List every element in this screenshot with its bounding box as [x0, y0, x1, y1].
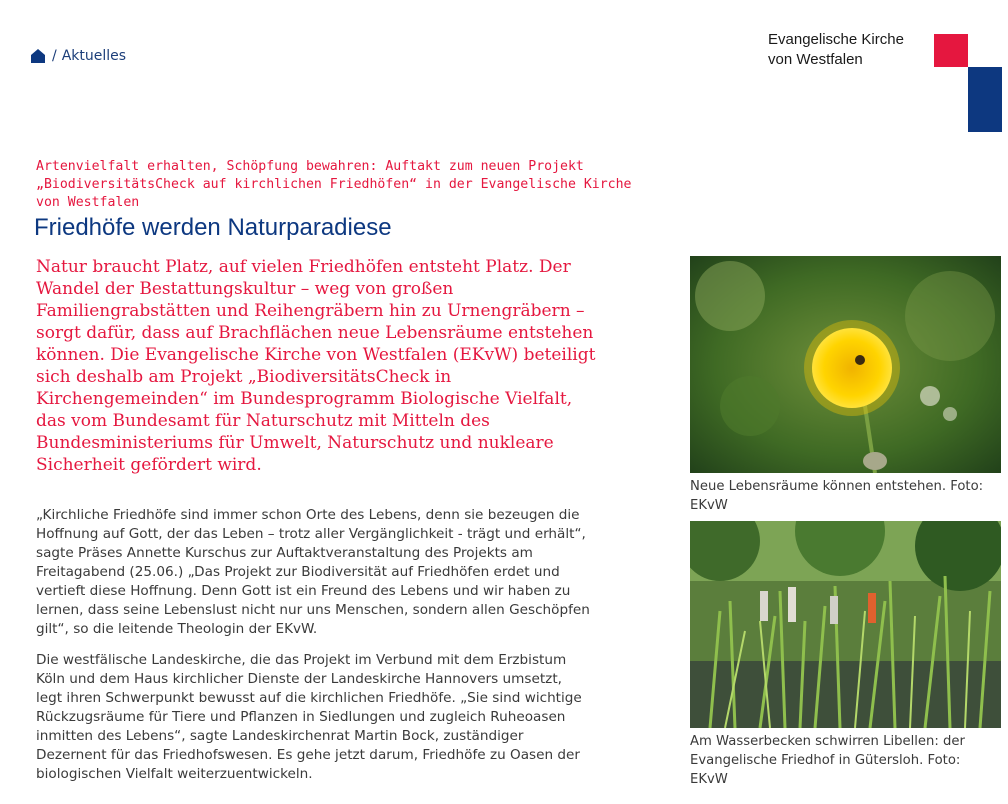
home-icon[interactable]	[30, 48, 46, 64]
figure-caption: Neue Lebensräume können entstehen. Foto: EKvW	[690, 479, 984, 513]
logo-blue-bar	[968, 67, 1002, 132]
ekvw-logo[interactable]	[768, 30, 1008, 140]
logo-line-1: Evangelische Kirche	[768, 31, 904, 48]
article-lead: Natur braucht Platz, auf vielen Friedhöfen entsteht Platz. Der Wandel der Bestattungskultur – weg von großen Familiengrabstätten und Reihengräbern hin zu Urnengräbern – sorgt dafür, dass auf Brachflächen neue Lebensräume entstehen können. Die Evangelische Kirche von Westfalen (EKvW) beteiligt sich deshalb am Projekt „BiodiversitätsCheck in Kirchengemeinden“ im Bundesprogramm Biologische Vielfalt, das vom Bundesamt für Naturschutz mit Mitteln des Bundesministeriums für Umwelt, Naturschutz und nukleare Sicherheit gefördert wird.	[36, 257, 596, 475]
figure-caption: Am Wasserbecken schwirren Libellen: der Evangelische Friedhof in Gütersloh. Foto: EKvW	[690, 734, 965, 787]
article-headline: Friedhöfe werden Naturparadiese	[34, 214, 392, 241]
breadcrumb-link-aktuelles[interactable]: Aktuelles	[61, 48, 127, 64]
figure-dandelion	[690, 256, 1001, 515]
dandelion-photo[interactable]	[690, 256, 1001, 473]
logo-red-square	[934, 34, 968, 67]
article-paragraph-1: „Kirchliche Friedhöfe sind immer schon Orte des Lebens, denn sie bezeugen die Hoffnung auf Gott, der das Leben – trotz aller Vergänglichkeit - trägt und erhält“, sagte Präses Annette Kurschus zur Auftaktveranstaltung des Projekts am Freitagabend (25.06.) „Das Projekt zur Biodiversität auf Friedhöfen erdet und vertieft diese Hoffnung. Denn Gott ist ein Freund des Lebens und wir haben zu lernen, dass seine Lebenslust nicht nur uns Menschen, sondern allen Geschöpfen gilt“, so die leitende Theologin der EKvW.	[36, 507, 590, 637]
breadcrumb	[30, 48, 126, 64]
breadcrumb-separator: /	[52, 48, 57, 64]
article-kicker: Artenvielfalt erhalten, Schöpfung bewahren: Auftakt zum neuen Projekt „BiodiversitätsCheck auf kirchlichen Friedhöfen“ in der Evangelische Kirche von Westfalen	[36, 159, 632, 210]
article-paragraph-2: Die westfälische Landeskirche, die das Projekt im Verbund mit dem Erzbistum Köln und dem Haus kirchlicher Dienste der Landeskirche Hannovers umsetzt, legt ihren Schwerpunkt bewusst auf die kirchlichen Friedhöfe. „Sie sind wichtige Rückzugsräume für Tiere und Pflanzen in Siedlungen und zugleich Ruheoasen inmitten des Lebens“, sagte Landeskirchenrat Martin Bock, zuständiger Dezernent für das Friedhofswesen. Es gehe jetzt darum, Friedhöfe zu Oasen der biologischen Vielfalt weiterzuentwickeln.	[36, 652, 582, 782]
figure-water-basin	[690, 521, 1001, 789]
logo-text	[768, 30, 904, 70]
water-basin-photo[interactable]	[690, 521, 1001, 728]
logo-line-2: von Westfalen	[768, 51, 863, 68]
